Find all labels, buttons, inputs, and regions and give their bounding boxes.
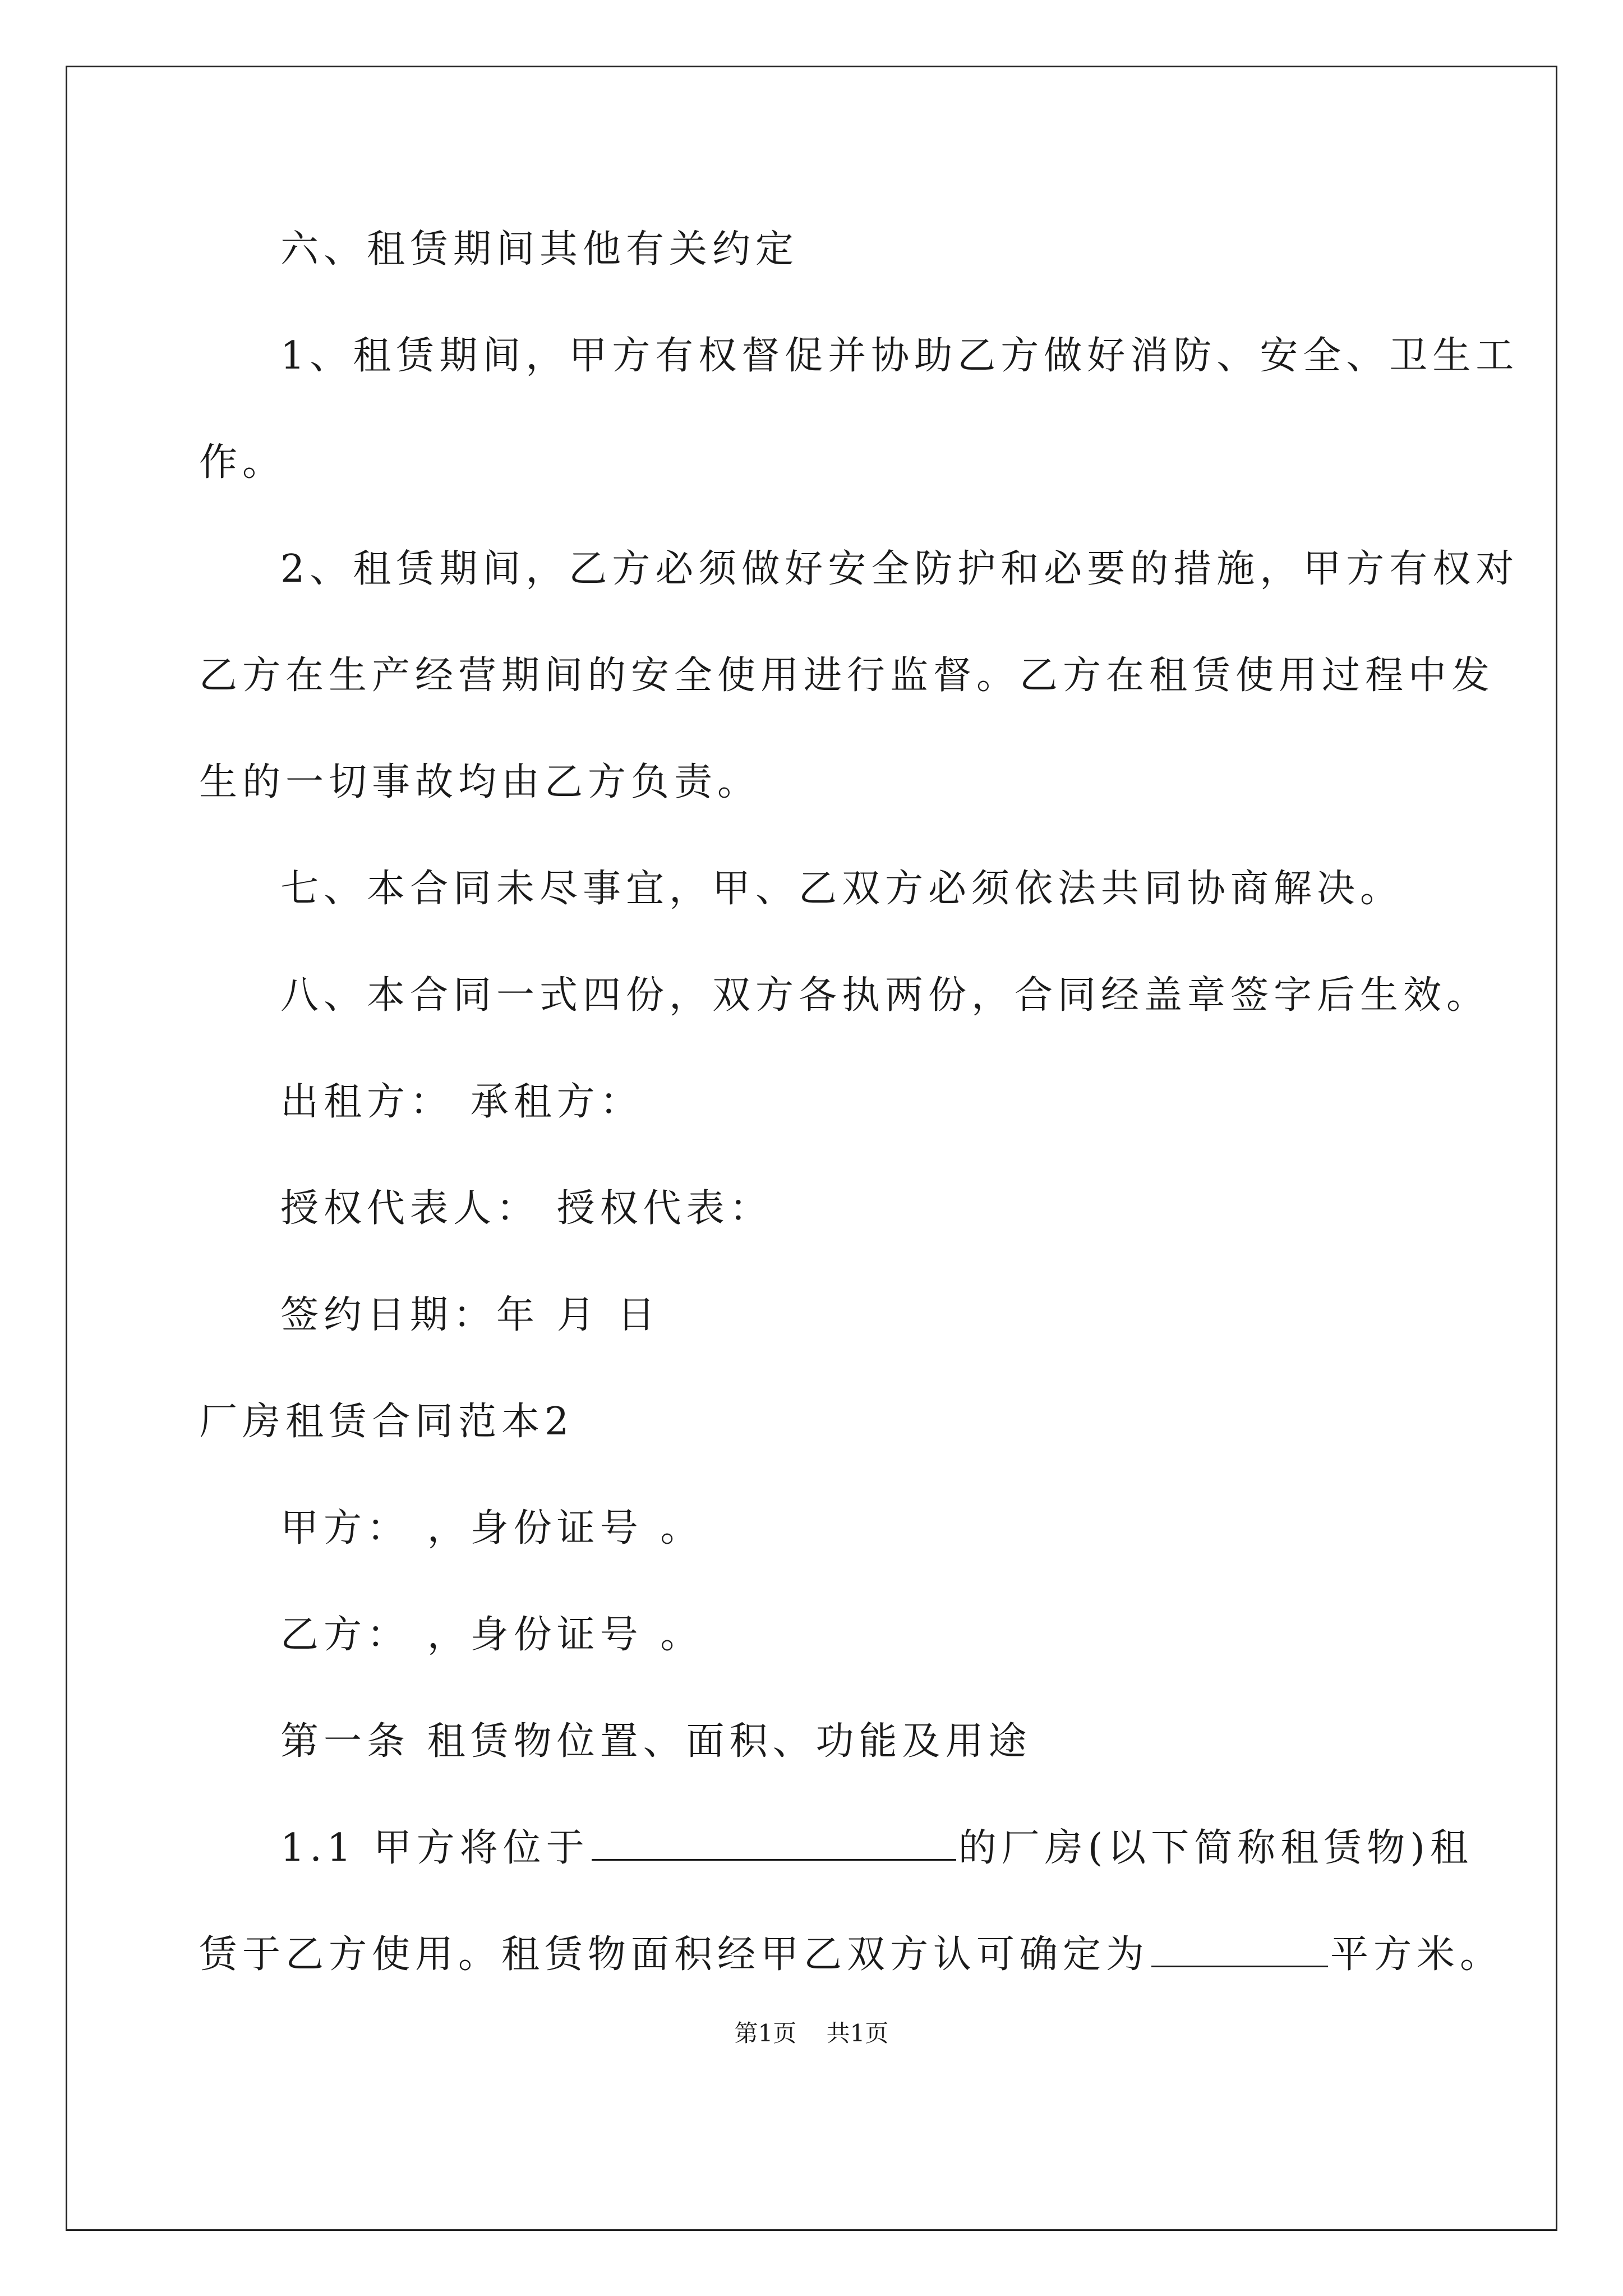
section-heading: 七、本合同未尽事宜，甲、乙双方必须依法共同协商解决。: [280, 867, 1404, 911]
signature-line: 授权代表人： 授权代表：: [280, 1186, 773, 1231]
paragraph-text: 的厂房(以下简称租赁物)租: [958, 1826, 1473, 1870]
area-blank: [1151, 1932, 1328, 1967]
section-heading: 八、本合同一式四份，双方各执两份，合同经盖章签字后生效。: [280, 973, 1490, 1018]
paragraph-line: 2、租赁期间，乙方必须做好安全防护和必要的措施，甲方有权对: [280, 547, 1519, 591]
page-footer: 第1页 共1页: [734, 2019, 889, 2047]
paragraph-line: 作。: [199, 440, 286, 485]
article-heading: 第一条 租赁物位置、面积、功能及用途: [280, 1719, 1032, 1764]
date-line: 签约日期：年 月 日: [280, 1293, 661, 1337]
paragraph-line: 1、租赁期间，甲方有权督促并协助乙方做好消防、安全、卫生工: [280, 334, 1519, 378]
paragraph-text: 平方米。: [1330, 1932, 1504, 1977]
paragraph-text: 1.1 甲方将位于: [280, 1826, 589, 1870]
paragraph-line: 乙方在生产经营期间的安全使用进行监督。乙方在租赁使用过程中发: [199, 654, 1495, 698]
party-b-line: 乙方： ，身份证号 。: [280, 1613, 704, 1657]
page-border: [66, 66, 1557, 2231]
location-blank: [592, 1825, 956, 1861]
paragraph-text: 赁于乙方使用。租赁物面积经甲乙双方认可确定为: [199, 1932, 1150, 1977]
section-heading: 六、租赁期间其他有关约定: [280, 227, 799, 272]
party-a-line: 甲方： ，身份证号 。: [280, 1506, 704, 1550]
paragraph-line: [199, 1927, 1503, 1983]
paragraph-line: [280, 1820, 1473, 1876]
document-title: 厂房租赁合同范本2: [199, 1400, 574, 1444]
signature-line: 出租方： 承租方：: [280, 1080, 643, 1124]
paragraph-line: 生的一切事故均由乙方负责。: [199, 760, 761, 804]
